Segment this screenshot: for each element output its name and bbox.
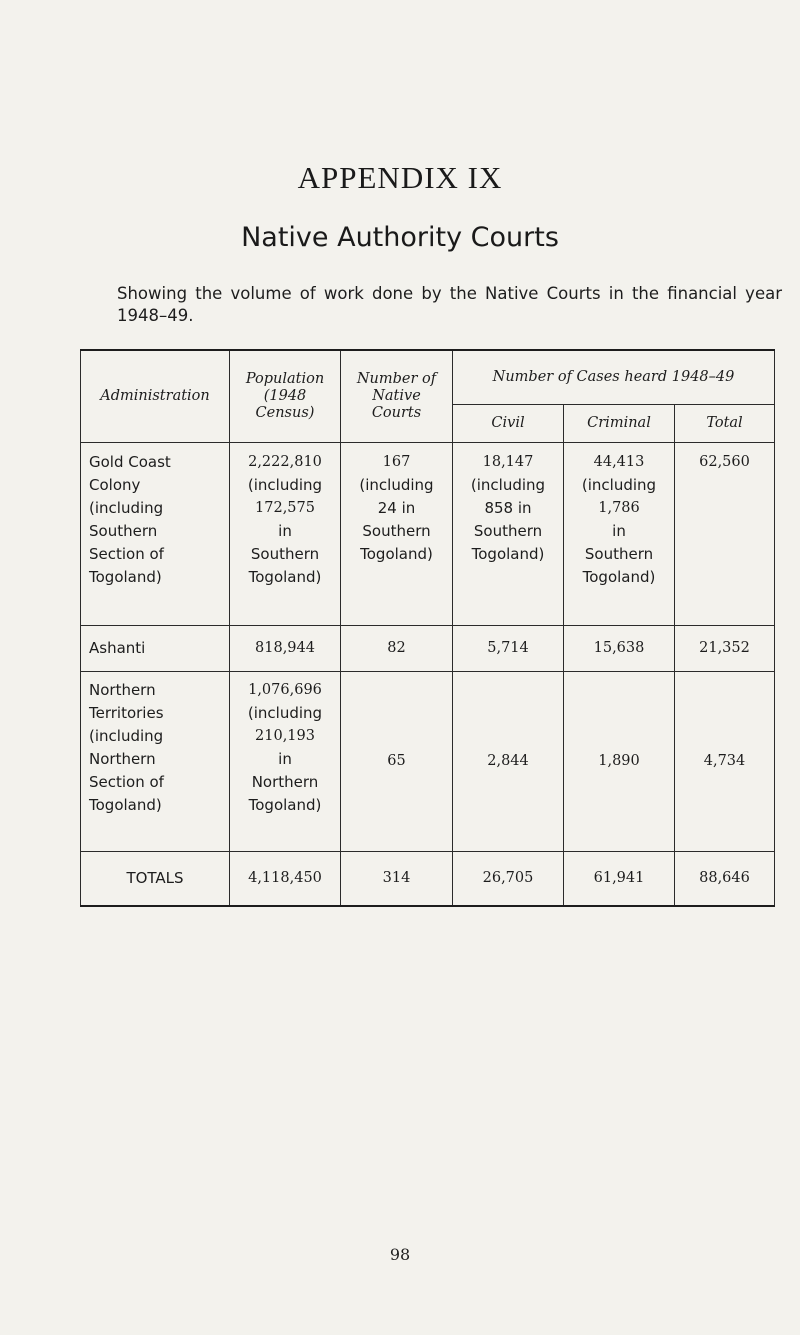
cell-courts: 314 xyxy=(341,852,453,907)
cell-total: 21,352 xyxy=(675,626,775,672)
cell-criminal: 15,638 xyxy=(564,626,675,672)
cell-courts: 65 xyxy=(341,672,453,852)
cell-criminal: 1,890 xyxy=(564,672,675,852)
header-cases-group: Number of Cases heard 1948–49 xyxy=(453,350,775,405)
intro-paragraph: Showing the volume of work done by the Native Courts in the financial year 1948–49. xyxy=(117,284,782,325)
cell-population: 1,076,696 (including 210,193 in Northern Togoland) xyxy=(230,672,341,852)
header-civil: Civil xyxy=(453,405,564,443)
table-row-ashanti xyxy=(81,626,775,672)
cell-civil: 5,714 xyxy=(453,626,564,672)
page-number: 98 xyxy=(389,1245,411,1264)
header-native-courts: Number of Native Courts xyxy=(341,350,453,443)
cell-total: 62,560 xyxy=(675,443,775,626)
cell-administration: Ashanti xyxy=(81,626,230,672)
cell-total: 88,646 xyxy=(675,852,775,907)
header-total: Total xyxy=(675,405,775,443)
cell-population: 2,222,810 (including 172,575 in Southern Togoland) xyxy=(230,443,341,626)
appendix-label: APPENDIX IX xyxy=(297,160,503,195)
cell-administration: Northern Territories (including Northern Section of Togoland) xyxy=(81,672,230,852)
cell-population: 4,118,450 xyxy=(230,852,341,907)
courts-table xyxy=(80,349,775,907)
table-row-totals xyxy=(81,852,775,907)
cell-administration: Gold Coast Colony (including Southern Section of Togoland) xyxy=(81,443,230,626)
header-criminal: Criminal xyxy=(564,405,675,443)
header-administration: Administration xyxy=(81,350,230,443)
cell-civil: 26,705 xyxy=(453,852,564,907)
cell-courts: 82 xyxy=(341,626,453,672)
page-title: Native Authority Courts xyxy=(241,222,559,253)
cell-courts: 167 (including 24 in Southern Togoland) xyxy=(341,443,453,626)
cell-totals-label: TOTALS xyxy=(81,852,230,907)
table-row-northern-territories xyxy=(81,672,775,852)
cell-civil: 18,147 (including 858 in Southern Togoland) xyxy=(453,443,564,626)
header-population: Population (1948 Census) xyxy=(230,350,341,443)
cell-total: 4,734 xyxy=(675,672,775,852)
cell-civil: 2,844 xyxy=(453,672,564,852)
cell-criminal: 44,413 (including 1,786 in Southern Togoland) xyxy=(564,443,675,626)
cell-criminal: 61,941 xyxy=(564,852,675,907)
table-row-gold-coast xyxy=(81,443,775,626)
cell-population: 818,944 xyxy=(230,626,341,672)
